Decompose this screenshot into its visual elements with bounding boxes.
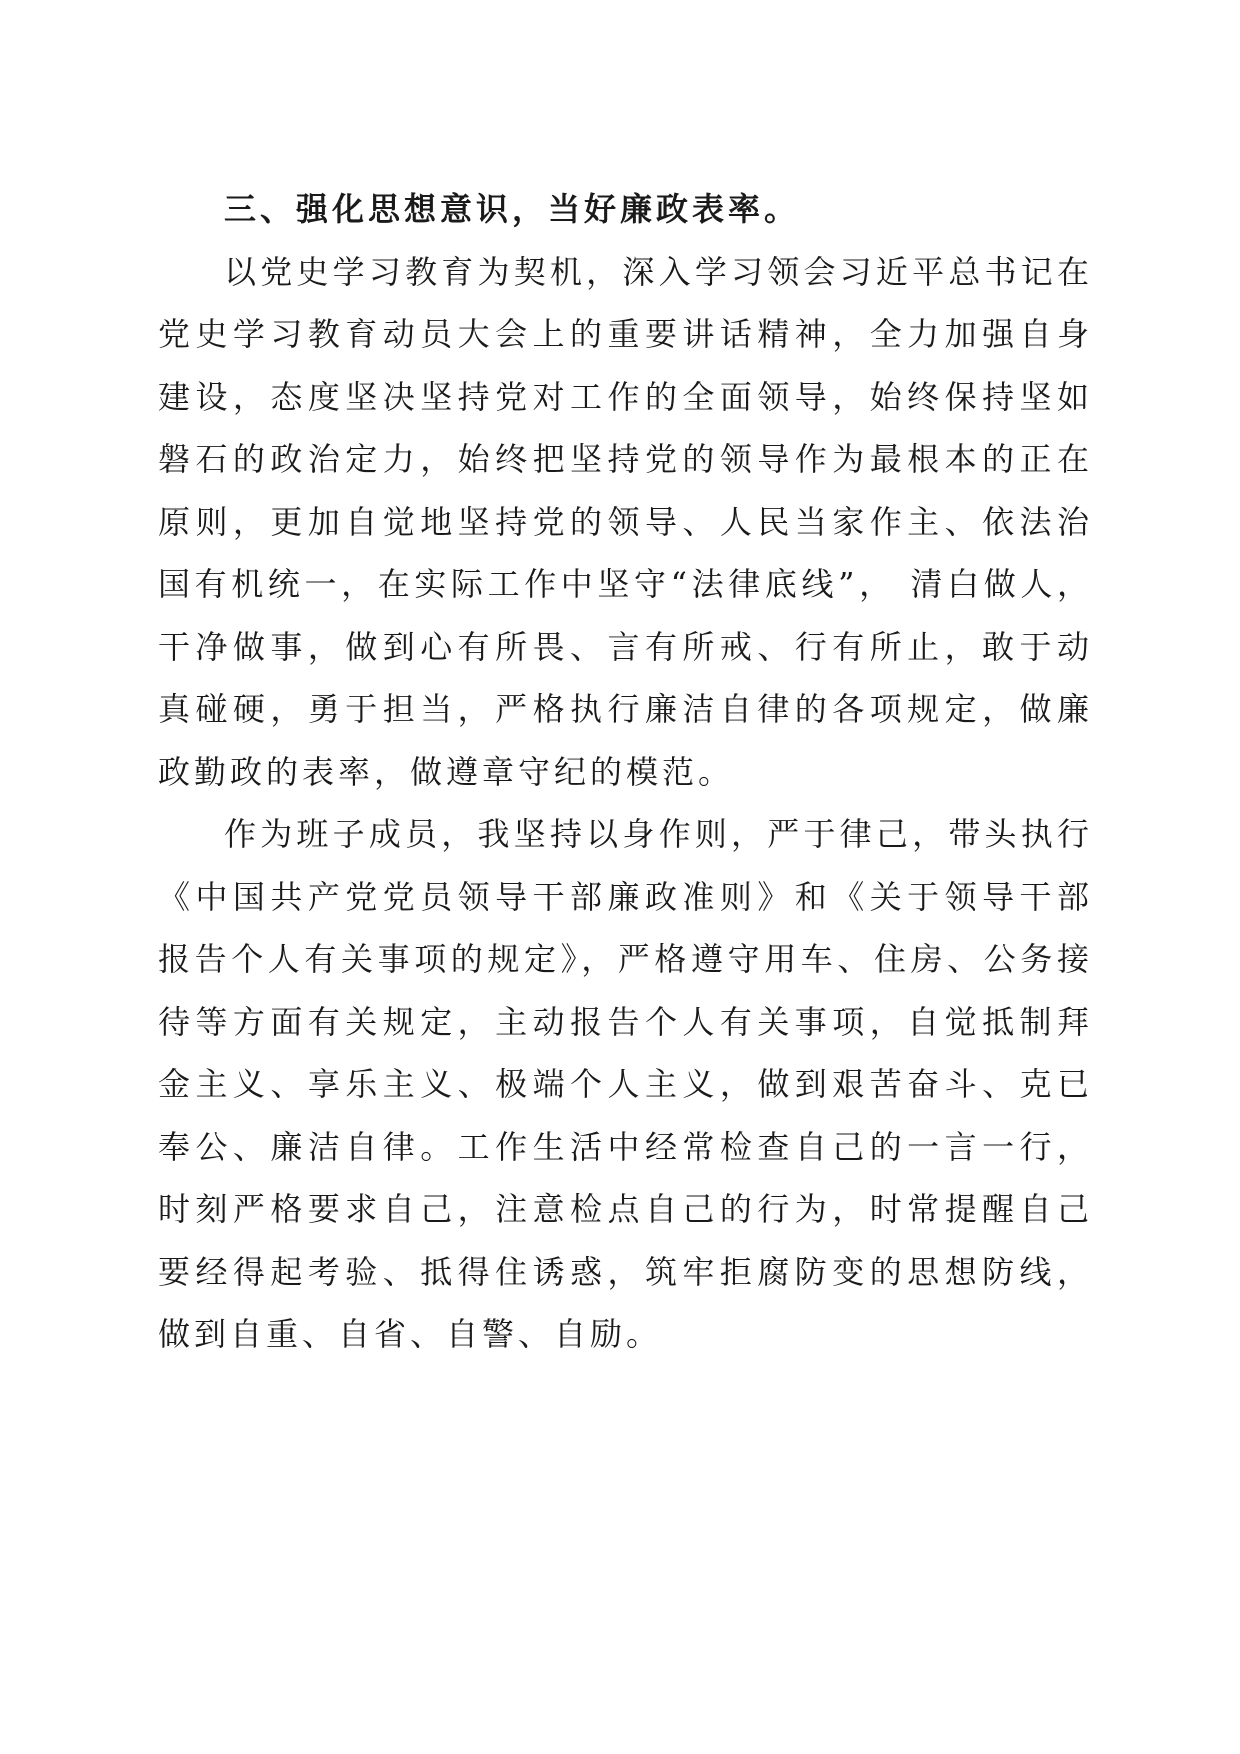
paragraph-2: 作为班子成员，我坚持以身作则，严于律己，带头执行《中国共产党党员领导干部廉政准则》和《关于领导干部报告个人有关事项的规定》，严格遵守用车、住房、公务接待等方面有关规定，主动报告个人有关事项，自觉抵制拜金主义、享乐主义、极端个人主义，做到艰苦奋斗、克已奉公、廉洁自律。工作生活中经常检查自己的一言一行，时刻严格要求自己，注意检点自己的行为，时常提醒自己要经得起考验、抵得住诱惑，筑牢拒腐防变的思想防线，做到自重、自省、自警、自励。 (158, 815, 1093, 1353)
section-heading: 三、强化思想意识，当好廉政表率。 (224, 190, 801, 228)
paragraph-1: 以党史学习教育为契机，深入学习领会习近平总书记在党史学习教育动员大会上的重要讲话精神，全力加强自身建设，态度坚决坚持党对工作的全面领导，始终保持坚如磐石的政治定力，始终把坚持党的领导作为最根本的正在原则，更加自觉地坚持党的领导、人民当家作主、依法治国有机统一，在实际工作中坚守“法律底线”， 清白做人，干净做事，做到心有所畏、言有所戒、行有所止，敢于动真碰硬，勇于担当，严格执行廉洁自律的各项规定，做廉政勤政的表率，做遵章守纪的模范。 (158, 252, 1093, 791)
document-body (158, 178, 1093, 1366)
